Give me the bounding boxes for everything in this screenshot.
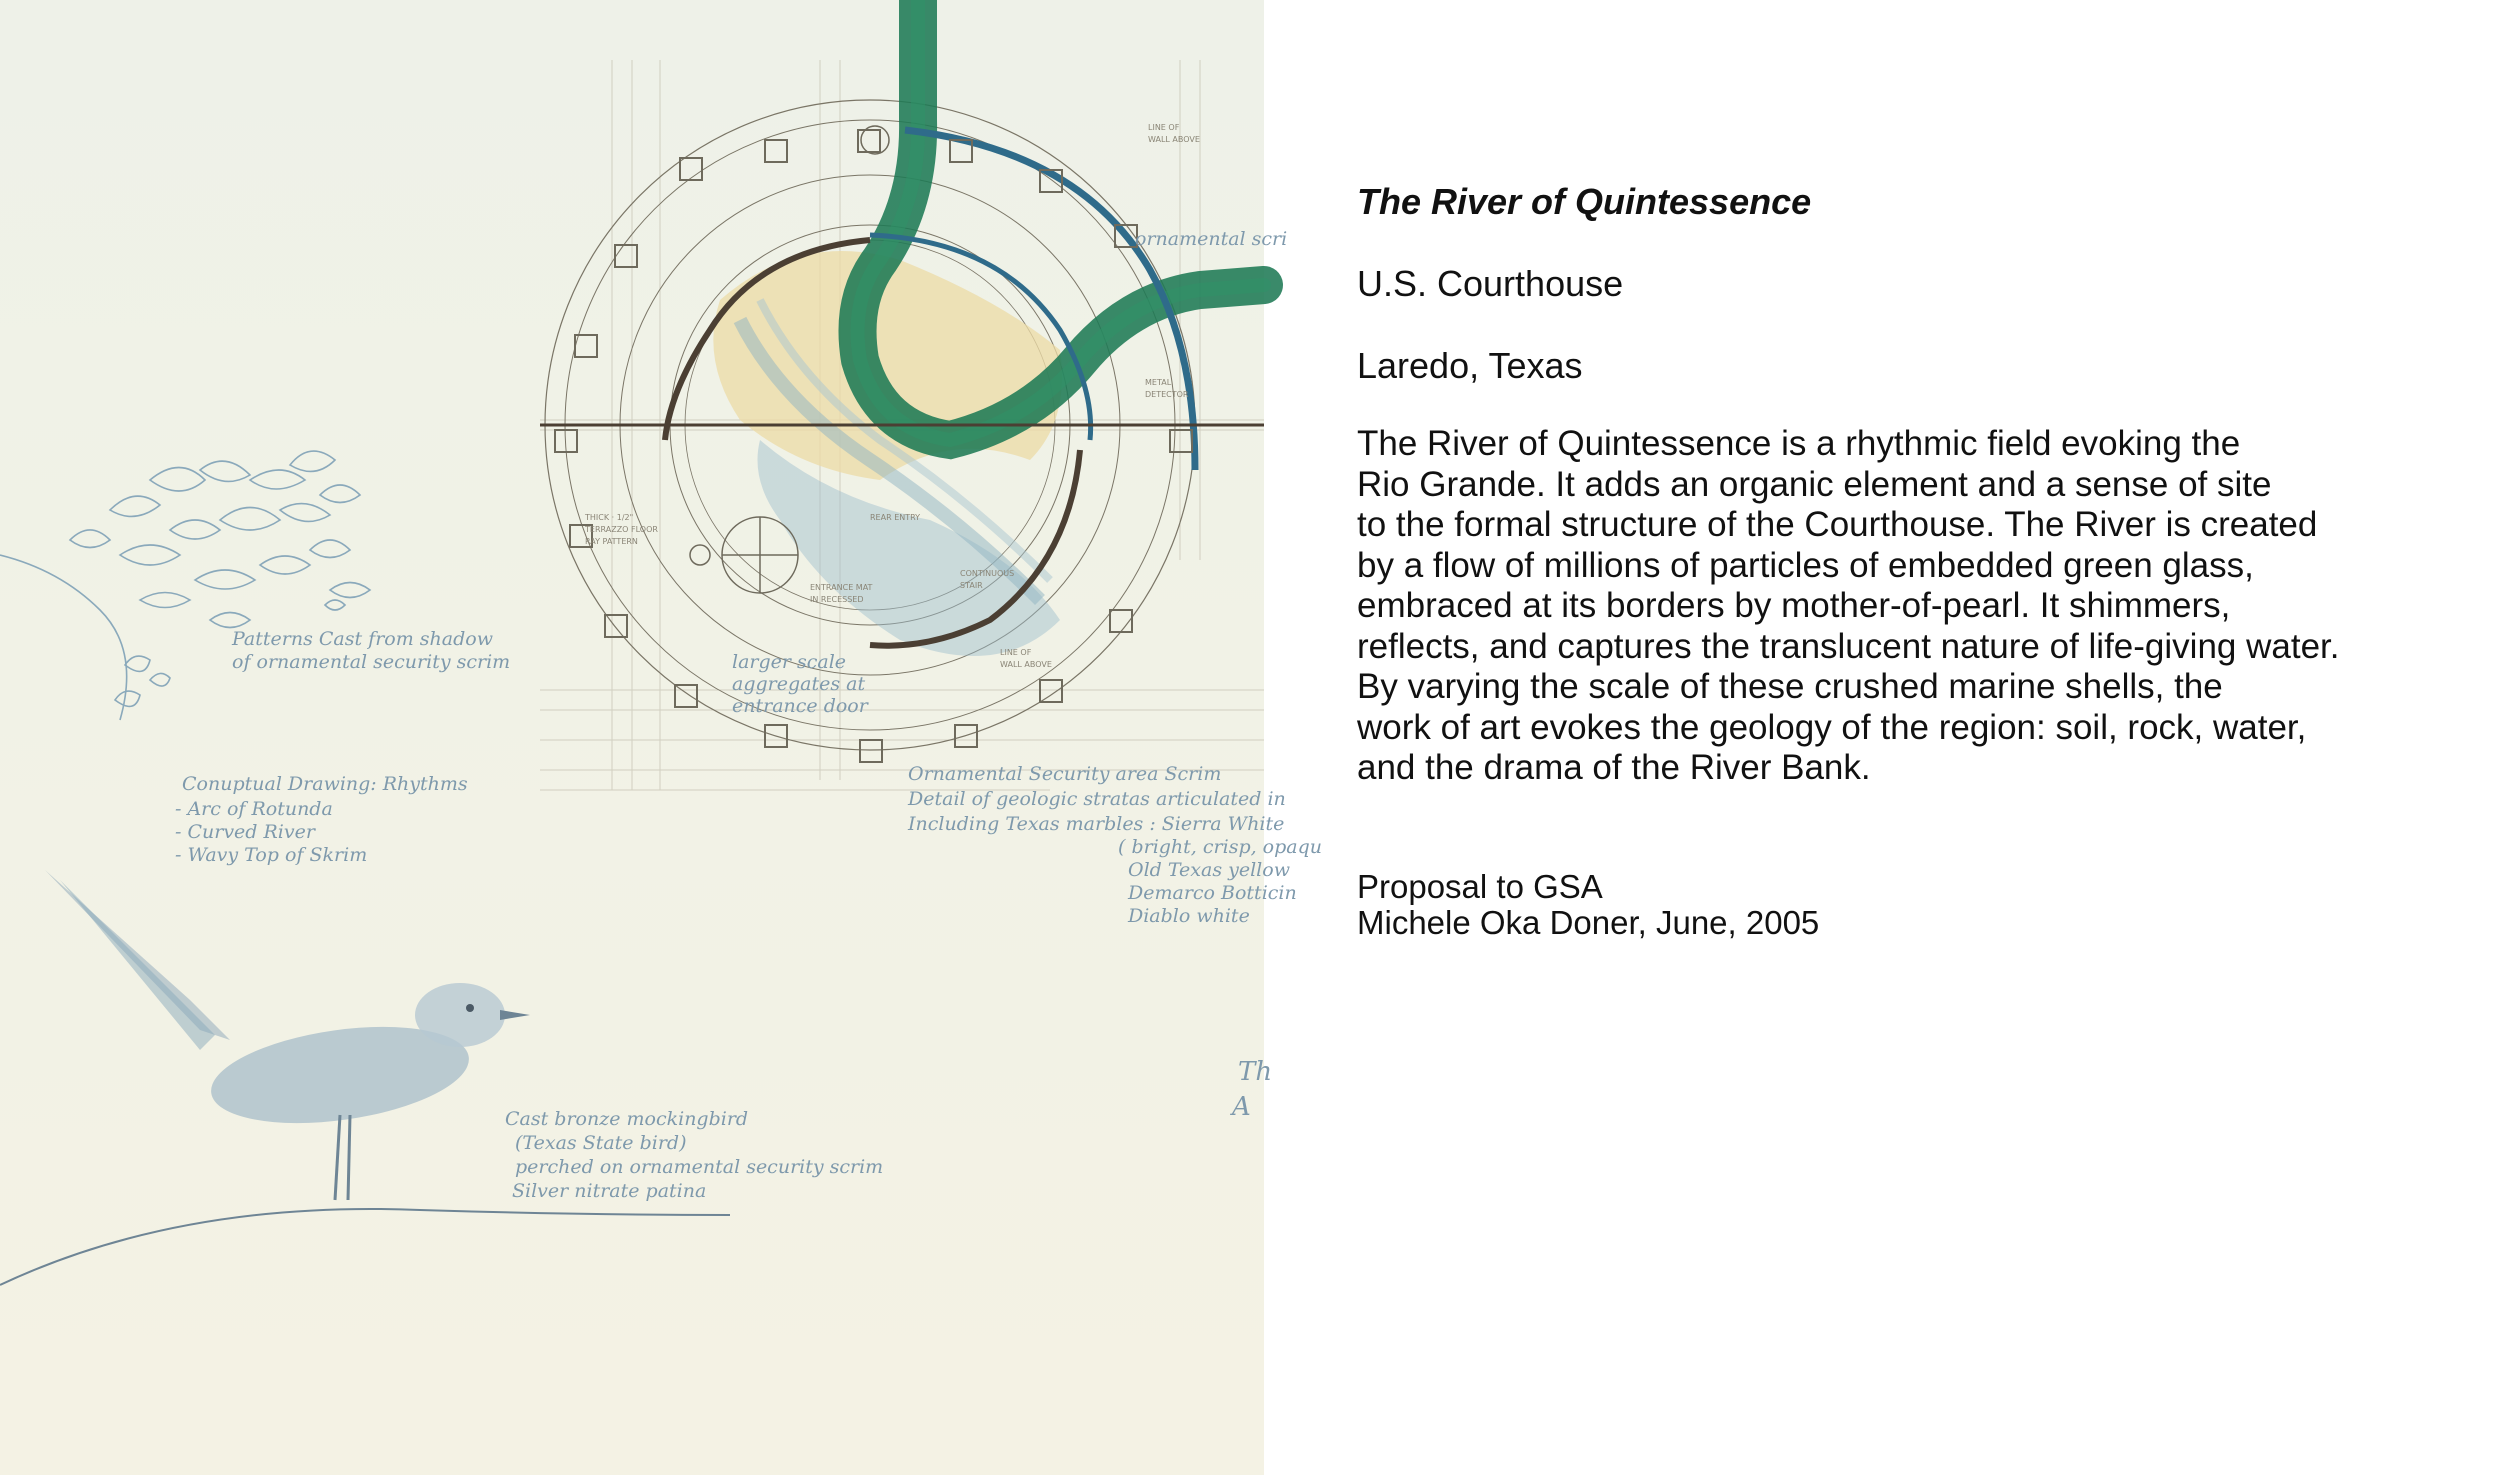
description-line: embraced at its borders by mother-of-pearl. It shimmers,	[1357, 586, 2231, 625]
svg-text:STAIR: STAIR	[960, 581, 983, 590]
svg-text:WALL ABOVE: WALL ABOVE	[1000, 660, 1052, 669]
shadow-pattern	[0, 451, 370, 720]
artist-credit: Michele Oka Doner, June, 2005	[1357, 903, 1820, 941]
mockingbird-drawing	[0, 870, 730, 1285]
svg-text:LINE OF: LINE OF	[1000, 648, 1032, 657]
note-strata-2: Detail of geologic stratas articulated in	[908, 788, 1286, 810]
description-line: By varying the scale of these crushed marine shells, the	[1357, 667, 2223, 706]
note-concept-3: - Wavy Top of Skrim	[175, 844, 368, 866]
note-marble-3: Demarco Botticin	[1128, 882, 1297, 904]
note-edge-2: A	[1232, 1092, 1251, 1122]
note-patterns-1: Patterns Cast from shadow	[232, 628, 493, 650]
note-bird-4: Silver nitrate patina	[512, 1180, 707, 1202]
svg-text:WALL ABOVE: WALL ABOVE	[1148, 135, 1200, 144]
note-larger-2: aggregates at	[732, 673, 866, 695]
description-line: The River of Quintessence is a rhythmic field evoking the	[1357, 424, 2241, 463]
svg-text:RAY PATTERN: RAY PATTERN	[585, 537, 638, 546]
note-larger-1: larger scale	[732, 651, 847, 673]
svg-text:REAR ENTRY: REAR ENTRY	[870, 513, 921, 522]
description-line: by a flow of millions of particles of embedded green glass,	[1357, 545, 2254, 585]
description-line: work of art evokes the geology of the region: soil, rock, water,	[1357, 707, 2307, 747]
note-marble-2: Old Texas yellow	[1128, 859, 1290, 881]
note-bird-3: perched on ornamental security scrim	[515, 1156, 884, 1178]
proposal-note: Proposal to GSA	[1357, 867, 1603, 905]
svg-text:IN RECESSED: IN RECESSED	[810, 595, 864, 604]
description	[1357, 424, 2477, 789]
svg-text:CONTINUOUS: CONTINUOUS	[960, 569, 1015, 578]
svg-text:METAL: METAL	[1145, 378, 1172, 387]
artwork-title: The River of Quintessence	[1357, 181, 1812, 222]
note-strata-3: Including Texas marbles : Sierra White	[908, 813, 1285, 835]
note-strata-1: Ornamental Security area Scrim	[908, 763, 1222, 785]
description-line: reflects, and captures the translucent nature of life-giving water.	[1357, 626, 2340, 666]
building-name: U.S. Courthouse	[1357, 263, 1624, 304]
svg-text:THICK · 1/2": THICK · 1/2"	[585, 513, 634, 522]
note-bird-2: (Texas State bird)	[515, 1132, 687, 1154]
note-concept-2: - Curved River	[175, 821, 315, 843]
description-panel	[1357, 178, 2477, 941]
location: Laredo, Texas	[1357, 345, 1583, 386]
note-edge-1: Th	[1238, 1057, 1273, 1087]
note-patterns-2: of ornamental security scrim	[232, 651, 511, 673]
description-line: and the drama of the River Bank.	[1357, 748, 1871, 787]
description-line: Rio Grande. It adds an organic element and a sense of site	[1357, 464, 2272, 504]
svg-text:ENTRANCE MAT: ENTRANCE MAT	[810, 583, 873, 592]
note-bird-1: Cast bronze mockingbird	[505, 1108, 749, 1130]
note-larger-3: entrance door	[732, 695, 868, 717]
note-concept-title: Conuptual Drawing: Rhythms	[182, 773, 468, 795]
svg-text:TERRAZZO FLOOR: TERRAZZO FLOOR	[585, 525, 658, 534]
note-marble-1: ( bright, crisp, opaqu	[1118, 836, 1323, 858]
svg-text:LINE OF: LINE OF	[1148, 123, 1180, 132]
description-line: to the formal structure of the Courthouse. The River is created	[1357, 505, 2318, 544]
svg-text:DETECTOR: DETECTOR	[1145, 390, 1189, 399]
note-concept-1: - Arc of Rotunda	[175, 798, 333, 820]
note-scrim: ornamental scri	[1135, 228, 1288, 250]
note-marble-4: Diablo white	[1128, 905, 1250, 927]
